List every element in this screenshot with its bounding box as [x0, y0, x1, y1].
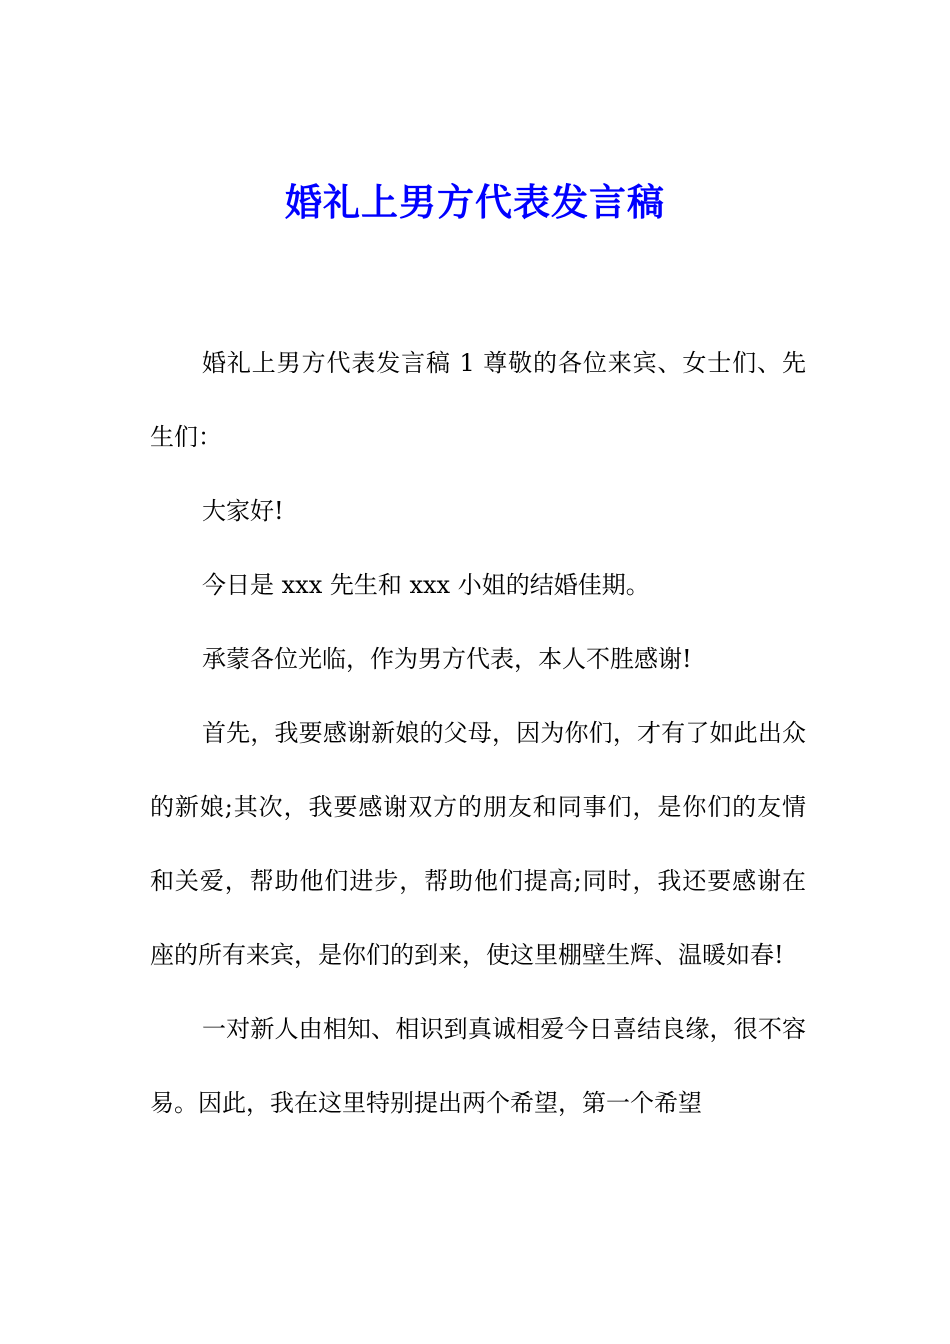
paragraph-wedding-date: 今日是 xxx 先生和 xxx 小姐的结婚佳期。: [202, 571, 650, 599]
paragraph-gratitude: 首先，我要感谢新娘的父母，因为你们，才有了如此出众的新娘;其次，我要感谢双方的朋友和同事们，是你们的友情和关爱，帮助他们进步，帮助他们提高;同时，我还要感谢在座的所有来宾，是你们的到来，使这里棚壁生辉、温暖如春!: [150, 719, 806, 969]
paragraph-hello: 大家好!: [202, 497, 284, 525]
paragraph-wishes: 一对新人由相知、相识到真诚相爱今日喜结良缘，很不容易。因此，我在这里特别提出两个希望，第一个希望: [150, 1015, 806, 1117]
paragraph-greeting: 婚礼上男方代表发言稿 1 尊敬的各位来宾、女士们、先生们：: [150, 349, 806, 451]
document-title: 婚礼上男方代表发言稿: [285, 180, 665, 224]
paragraph-thanks: 承蒙各位光临，作为男方代表，本人不胜感谢!: [202, 645, 692, 673]
document-body: [150, 326, 806, 1140]
